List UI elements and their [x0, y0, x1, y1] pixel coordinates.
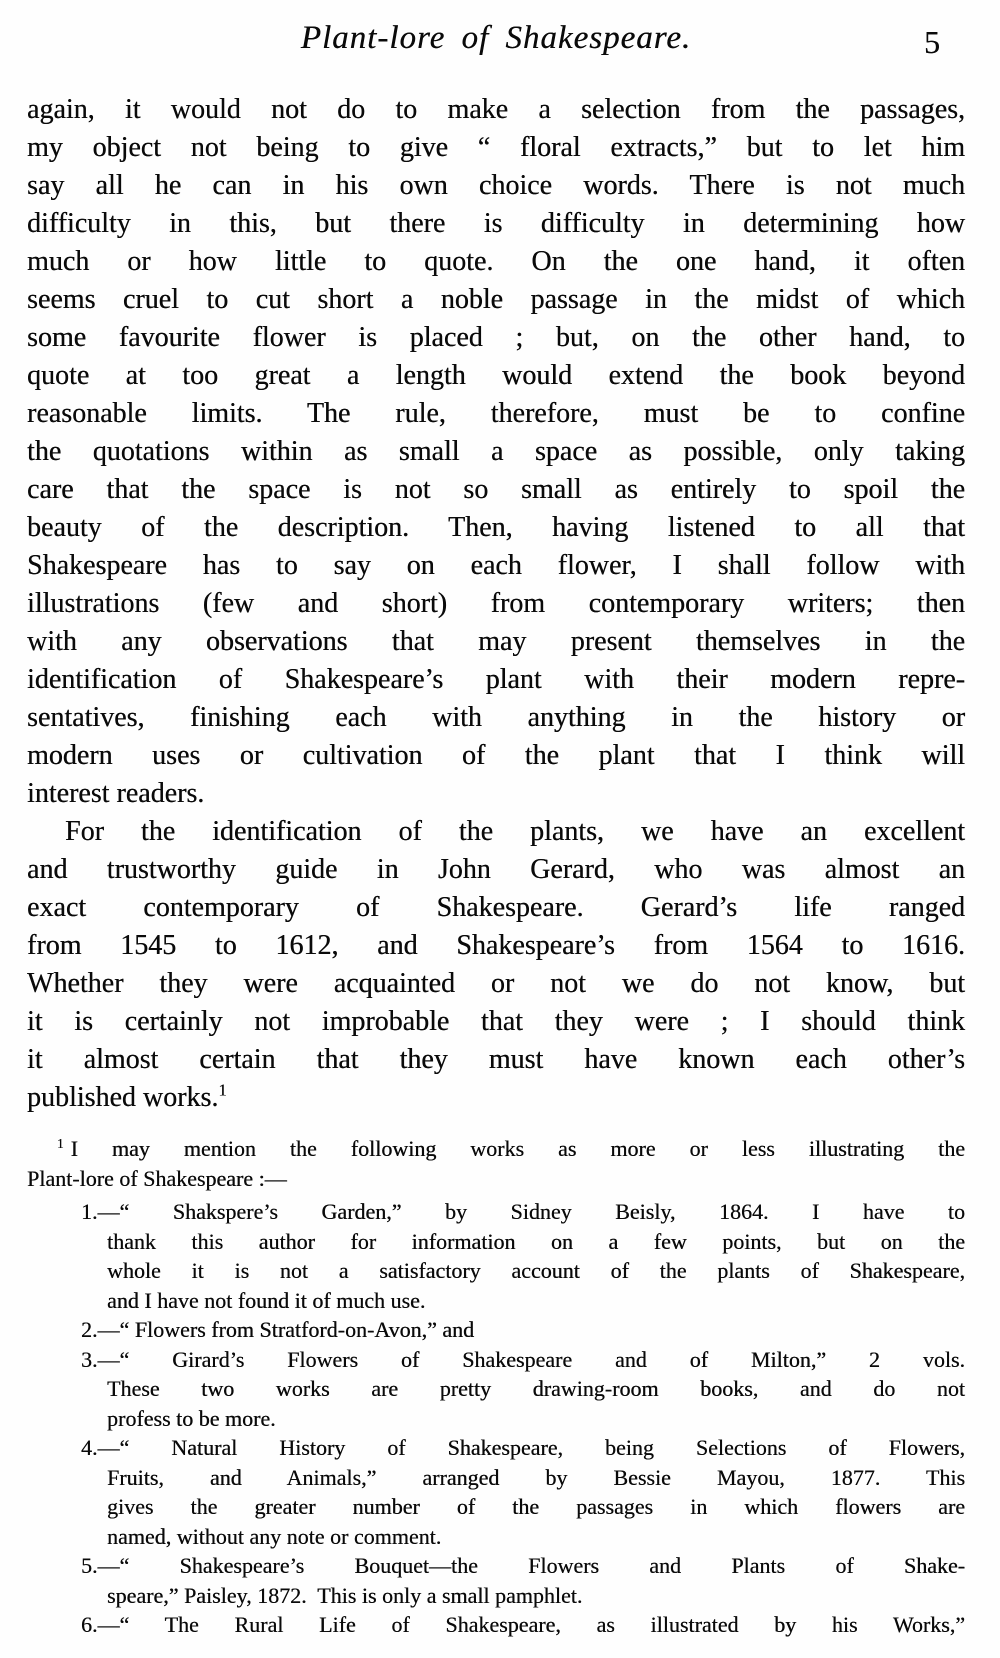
- footnote-item: [27, 1315, 965, 1345]
- text-line: 4.—“ Natural History of Shakespeare, being Selections of Flowers,: [81, 1435, 965, 1460]
- running-title: Plant-lore of Shakespeare.: [300, 20, 692, 56]
- text-line: modern uses or cultivation of the plant that I think will: [27, 740, 965, 771]
- footnote-item-number: 5.—: [81, 1553, 120, 1578]
- footnote-item-number: 3.—: [81, 1346, 120, 1372]
- footnote-list: [27, 1197, 965, 1640]
- footnote: [27, 1134, 965, 1640]
- body-text: [27, 91, 965, 1117]
- text-line: and trustworthy guide in John Gerard, who was almost an: [27, 854, 965, 885]
- text-line: Fruits, and Animals,” arranged by Bessie Mayou, 1877. This: [107, 1464, 965, 1490]
- footnote-item: [27, 1197, 965, 1315]
- text-line: much or how little to quote. On the one hand, it often: [27, 246, 965, 277]
- text-line: whole it is not a satisfactory account of the plants of Shakespeare,: [107, 1258, 965, 1283]
- text-line: the quotations within as small a space as possible, only taking: [27, 436, 965, 467]
- text-line: published works.$^1$: [27, 1080, 227, 1113]
- paragraph: [27, 813, 965, 1117]
- text-line: exact contemporary of Shakespeare. Gerard’s life ranged: [27, 892, 965, 923]
- text-line: again, it would not do to make a selection from the passages,: [27, 94, 965, 125]
- footnote-reference-marker: 1: [218, 1080, 227, 1100]
- text-line: For the identification of the plants, we have an excellent: [65, 816, 965, 847]
- text-line: from 1545 to 1612, and Shakespeare’s from 1564 to 1616.: [27, 930, 965, 961]
- paragraph: [27, 91, 965, 813]
- text-line: Plant-lore of Shakespeare :—: [27, 1165, 287, 1191]
- text-line: 3.—“ Girard’s Flowers of Shakespeare and of Milton,” 2 vols.: [81, 1346, 965, 1372]
- text-line: my object not being to give “ floral extracts,” but to let him: [27, 132, 965, 163]
- text-line: These two works are pretty drawing-room books, and do not: [107, 1376, 965, 1401]
- page-header: [27, 16, 965, 66]
- footnote-item: [27, 1551, 965, 1610]
- text-line: $^1$ I may mention the following works as more or less illustrating the: [57, 1135, 965, 1161]
- text-line: Shakespeare has to say on each flower, I shall follow with: [27, 550, 965, 581]
- text-line: it is certainly not improbable that they were ; I should think: [27, 1006, 965, 1037]
- text-line: say all he can in his own choice words. There is not much: [27, 170, 965, 201]
- text-line: sentatives, finishing each with anything in the history or: [27, 702, 965, 733]
- text-line: interest readers.: [27, 778, 205, 809]
- footnote-item: [27, 1610, 965, 1640]
- text-line: it almost certain that they must have known each other’s: [27, 1044, 965, 1075]
- text-line: named, without any note or comment.: [107, 1523, 442, 1549]
- text-line: speare,” Paisley, 1872. This is only a small pamphlet.: [107, 1582, 583, 1608]
- page-number: 5: [924, 24, 940, 60]
- text-line: 5.—“ Shakespeare’s Bouquet—the Flowers and Plants of Shake-: [81, 1553, 965, 1578]
- text-line: care that the space is not so small as entirely to spoil the: [27, 474, 965, 505]
- text-line: reasonable limits. The rule, therefore, must be to confine: [27, 398, 965, 429]
- footnote-item: [27, 1345, 965, 1434]
- text-line: illustrations (few and short) from contemporary writers; then: [27, 588, 965, 619]
- text-line: 2.—“ Flowers from Stratford-on-Avon,” and: [81, 1317, 475, 1342]
- text-line: identification of Shakespeare’s plant with their modern repre-: [27, 664, 965, 695]
- text-line: thank this author for information on a few points, but on the: [107, 1228, 965, 1254]
- footnote-item-number: 2.—: [81, 1317, 120, 1342]
- footnote-item-number: 4.—: [81, 1435, 120, 1460]
- text-line: gives the greater number of the passages in which flowers are: [107, 1494, 965, 1519]
- footnote-item-number: 6.—: [81, 1612, 120, 1637]
- text-line: 6.—“ The Rural Life of Shakespeare, as illustrated by his Works,”: [81, 1612, 965, 1637]
- text-line: seems cruel to cut short a noble passage in the midst of which: [27, 284, 965, 315]
- text-line: profess to be more.: [107, 1405, 276, 1431]
- footnote-reference-marker: 1: [57, 1135, 64, 1151]
- text-line: Whether they were acquainted or not we do not know, but: [27, 968, 965, 999]
- text-line: difficulty in this, but there is difficulty in determining how: [27, 208, 965, 239]
- footnote-intro: [27, 1134, 965, 1193]
- text-line: 1.—“ Shakspere’s Garden,” by Sidney Beisly, 1864. I have to: [81, 1199, 965, 1224]
- text-line: and I have not found it of much use.: [107, 1287, 426, 1313]
- text-line: with any observations that may present themselves in the: [27, 626, 965, 657]
- footnote-item-number: 1.—: [81, 1199, 120, 1224]
- footnote-item: [27, 1433, 965, 1551]
- text-line: beauty of the description. Then, having listened to all that: [27, 512, 965, 543]
- text-line: some favourite flower is placed ; but, on the other hand, to: [27, 322, 965, 353]
- text-line: quote at too great a length would extend the book beyond: [27, 360, 965, 391]
